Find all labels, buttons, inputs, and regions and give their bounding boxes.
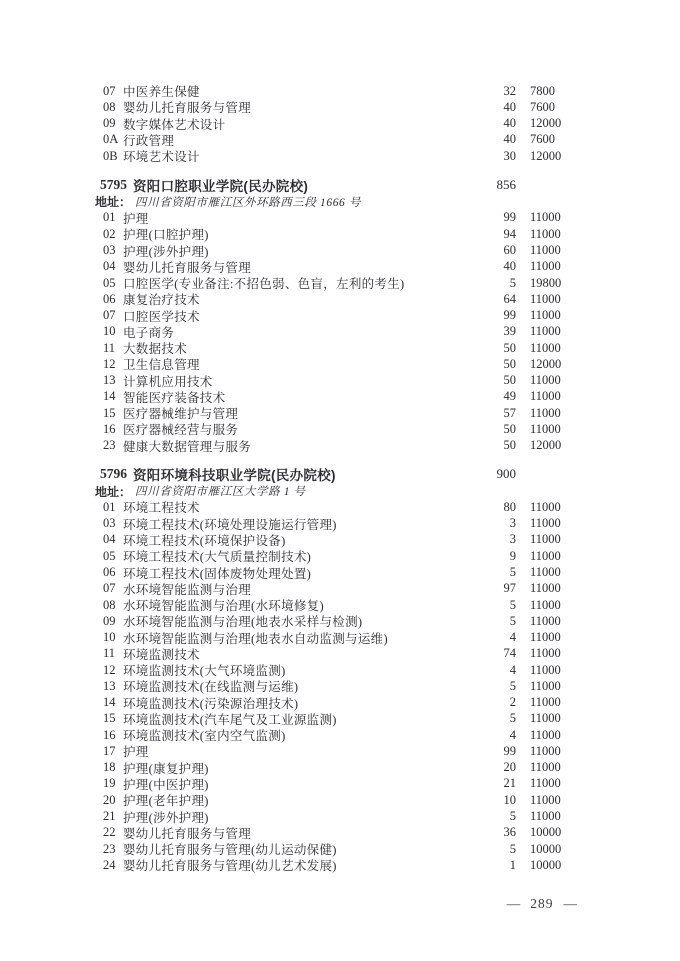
major-name: 护理 — [123, 211, 149, 226]
major-code: 09 — [103, 613, 116, 628]
major-name: 医疗器械经营与服务 — [123, 423, 239, 438]
tuition-fee: 11000 — [530, 291, 561, 306]
major-row — [95, 678, 575, 694]
major-code: 12 — [103, 662, 116, 677]
major-name: 婴幼儿托育服务与管理 — [123, 101, 252, 116]
major-row — [95, 548, 575, 564]
major-row — [95, 389, 575, 405]
major-code: 13 — [103, 373, 116, 388]
college-header — [95, 465, 575, 483]
major-name: 行政管理 — [123, 133, 175, 148]
major-name: 健康大数据管理与服务 — [123, 439, 252, 454]
major-code: 18 — [103, 760, 116, 775]
major-row — [95, 760, 575, 776]
college-code: 5795 — [100, 176, 127, 192]
plan-count: 40 — [503, 99, 516, 114]
major-name: 护理(涉外护理) — [123, 810, 209, 825]
plan-count: 4 — [509, 630, 516, 645]
tuition-fee: 11000 — [530, 695, 561, 710]
plan-count: 36 — [503, 825, 516, 840]
plan-count: 32 — [503, 83, 516, 98]
major-code: 06 — [103, 291, 116, 306]
plan-count: 40 — [503, 116, 516, 131]
tuition-fee: 12000 — [530, 148, 562, 163]
plan-count: 5 — [509, 565, 516, 579]
plan-count: 99 — [503, 308, 516, 323]
tuition-fee: 11000 — [530, 210, 561, 225]
plan-count: 80 — [503, 499, 516, 514]
tuition-fee: 11000 — [530, 597, 561, 612]
tuition-fee: 11000 — [530, 613, 561, 628]
tuition-fee: 11000 — [530, 499, 561, 514]
plan-count: 50 — [503, 340, 516, 355]
major-name: 婴幼儿托育服务与管理 — [123, 260, 252, 275]
major-code: 23 — [103, 841, 116, 856]
major-row — [95, 825, 575, 841]
plan-count: 57 — [503, 405, 516, 420]
plan-count: 2 — [509, 695, 516, 710]
tuition-fee: 11000 — [530, 792, 561, 807]
major-name: 环境艺术设计 — [123, 150, 200, 165]
tuition-fee: 11000 — [530, 727, 561, 742]
major-name: 口腔医学(专业备注:不招色弱、色盲，左利的考生) — [123, 277, 405, 292]
plan-count: 60 — [503, 242, 516, 257]
major-code: 13 — [103, 678, 116, 693]
major-row — [95, 727, 575, 743]
college-name: 资阳口腔职业学院(民办院校) — [133, 178, 309, 194]
tuition-fee: 11000 — [530, 565, 561, 579]
major-name: 水环境智能监测与治理(地表水采样与检测) — [123, 615, 363, 630]
tuition-fee: 12000 — [530, 356, 562, 371]
major-row — [95, 356, 575, 372]
major-code: 17 — [103, 743, 116, 758]
major-row — [95, 695, 575, 711]
major-name: 环境工程技术(环境保护设备) — [123, 533, 286, 548]
major-name: 护理(涉外护理) — [123, 244, 209, 259]
plan-count: 9 — [509, 548, 516, 563]
major-row — [95, 516, 575, 532]
tuition-fee: 11000 — [530, 242, 561, 257]
tuition-fee: 10000 — [530, 825, 562, 840]
major-name: 环境工程技术(环境处理设施运行管理) — [123, 517, 337, 532]
major-name: 环境监测技术(室内空气监测) — [123, 729, 286, 744]
college-header — [95, 176, 575, 194]
major-row — [95, 613, 575, 629]
tuition-fee: 11000 — [530, 743, 561, 758]
plan-count: 50 — [503, 438, 516, 453]
tuition-fee: 7600 — [530, 132, 555, 147]
major-row — [95, 564, 575, 580]
major-code: 15 — [103, 711, 116, 726]
major-row — [95, 662, 575, 678]
major-code: 22 — [103, 825, 116, 840]
major-row — [95, 581, 575, 597]
tuition-fee: 11000 — [530, 630, 561, 645]
major-name: 中医养生保健 — [123, 85, 200, 100]
major-name: 数字媒体艺术设计 — [123, 117, 226, 132]
tuition-fee: 12000 — [530, 116, 562, 131]
plan-count: 39 — [503, 324, 516, 339]
plan-count: 5 — [509, 711, 516, 726]
plan-count: 5 — [509, 841, 516, 856]
major-name: 婴幼儿托育服务与管理 — [123, 826, 252, 841]
tuition-fee: 11000 — [530, 662, 561, 677]
major-name: 环境工程技术(大气质量控制技术) — [123, 550, 312, 565]
major-code: 15 — [103, 405, 116, 420]
college-code: 5796 — [100, 466, 127, 482]
tuition-fee: 10000 — [530, 841, 562, 856]
plan-count: 21 — [503, 776, 516, 791]
major-row — [95, 711, 575, 727]
major-name: 卫生信息管理 — [123, 358, 200, 373]
major-name: 环境工程技术 — [123, 501, 200, 516]
major-row — [95, 340, 575, 356]
address-text: 四川省资阳市雁江区大学路 1 号 — [135, 486, 306, 499]
major-name: 计算机应用技术 — [123, 374, 213, 389]
tuition-fee: 7600 — [530, 99, 555, 114]
plan-count: 4 — [509, 662, 516, 677]
major-code: 03 — [103, 516, 116, 531]
major-name: 环境工程技术(固体废物处理处置) — [123, 566, 312, 581]
major-name: 环境监测技术(在线监测与运维) — [123, 680, 299, 695]
college-section — [95, 176, 575, 454]
major-code: 16 — [103, 727, 116, 742]
tuition-fee: 11000 — [530, 678, 561, 693]
college-name: 资阳环境科技职业学院(民办院校) — [133, 468, 336, 484]
major-code: 01 — [103, 499, 116, 514]
major-code: 03 — [103, 242, 116, 257]
plan-count: 5 — [509, 808, 516, 823]
tuition-fee: 11000 — [530, 308, 561, 323]
plan-count: 99 — [503, 743, 516, 758]
major-row — [95, 776, 575, 792]
major-row — [95, 743, 575, 759]
major-code: 01 — [103, 210, 116, 225]
major-code: 05 — [103, 275, 116, 290]
major-code: 06 — [103, 565, 116, 579]
plan-count: 50 — [503, 373, 516, 388]
page-footer — [0, 896, 577, 912]
tuition-fee: 11000 — [530, 226, 561, 241]
major-name: 电子商务 — [123, 325, 175, 340]
major-code: 14 — [103, 389, 116, 404]
major-name: 口腔医学技术 — [123, 309, 200, 324]
major-row — [95, 646, 575, 662]
major-row — [95, 421, 575, 437]
major-row — [95, 148, 575, 164]
plan-count: 20 — [503, 760, 516, 775]
major-code: 05 — [103, 548, 116, 563]
college-address — [95, 483, 575, 500]
major-name: 水环境智能监测与治理(水环境修复) — [123, 599, 324, 614]
tuition-fee: 11000 — [530, 548, 561, 563]
major-name: 婴幼儿托育服务与管理(幼儿运动保健) — [123, 843, 337, 858]
major-row — [95, 242, 575, 258]
tuition-fee: 11000 — [530, 581, 561, 596]
plan-count: 40 — [503, 132, 516, 147]
major-name: 水环境智能监测与治理 — [123, 582, 252, 597]
tuition-fee: 11000 — [530, 646, 561, 661]
major-name: 护理(康复护理) — [123, 761, 209, 776]
major-row — [95, 291, 575, 307]
major-row — [95, 792, 575, 808]
college-total-plan: 856 — [496, 176, 516, 192]
tuition-fee: 11000 — [530, 389, 561, 404]
major-code: 09 — [103, 116, 116, 131]
plan-count: 1 — [509, 857, 516, 872]
tuition-fee: 11000 — [530, 776, 561, 791]
major-code: 07 — [103, 83, 116, 98]
footer-dash-right: — — [563, 896, 577, 911]
tuition-fee: 11000 — [530, 711, 561, 726]
tuition-fee: 11000 — [530, 324, 561, 339]
plan-count: 5 — [509, 613, 516, 628]
college-address — [95, 193, 575, 210]
major-name: 环境监测技术(大气环境监测) — [123, 664, 286, 679]
major-row — [95, 841, 575, 857]
major-code: 12 — [103, 356, 116, 371]
college-section — [95, 465, 575, 873]
major-row — [95, 499, 575, 515]
footer-dash-left: — — [506, 896, 521, 911]
major-name: 护理(中医护理) — [123, 777, 209, 792]
major-code: 24 — [103, 857, 116, 872]
major-code: 16 — [103, 421, 116, 436]
major-code: 19 — [103, 776, 116, 791]
major-row — [95, 259, 575, 275]
major-code: 04 — [103, 532, 116, 547]
major-row — [95, 83, 575, 99]
major-code: 0B — [103, 148, 118, 163]
plan-count: 94 — [503, 226, 516, 241]
major-row — [95, 99, 575, 115]
college-total-plan: 900 — [496, 466, 516, 482]
major-name: 护理 — [123, 745, 149, 760]
tuition-fee: 11000 — [530, 373, 561, 388]
admissions-plan-list — [95, 83, 575, 873]
major-name: 康复治疗技术 — [123, 293, 200, 308]
major-code: 08 — [103, 597, 116, 612]
major-code: 14 — [103, 695, 116, 710]
tuition-fee: 11000 — [530, 532, 561, 547]
plan-count: 10 — [503, 792, 516, 807]
major-code: 0A — [103, 132, 119, 147]
tuition-fee: 7800 — [530, 83, 555, 98]
plan-count: 3 — [509, 516, 516, 531]
major-code: 10 — [103, 630, 116, 645]
plan-count: 5 — [509, 597, 516, 612]
major-name: 环境监测技术(污染源治理技术) — [123, 696, 299, 711]
tuition-fee: 12000 — [530, 438, 562, 453]
address-label: 地址： — [95, 484, 132, 499]
major-row — [95, 307, 575, 323]
tuition-fee: 11000 — [530, 421, 561, 436]
plan-count: 97 — [503, 581, 516, 596]
address-text: 四川省资阳市雁江区外环路西三段 1666 号 — [135, 196, 361, 209]
plan-count: 4 — [509, 727, 516, 742]
major-code: 21 — [103, 808, 116, 823]
major-code: 07 — [103, 308, 116, 323]
plan-count: 99 — [503, 210, 516, 225]
major-row — [95, 597, 575, 613]
continuation-section — [95, 83, 575, 164]
plan-count: 5 — [509, 275, 516, 290]
major-row — [95, 324, 575, 340]
major-code: 08 — [103, 99, 116, 114]
tuition-fee: 19800 — [530, 275, 562, 290]
major-name: 智能医疗装备技术 — [123, 390, 226, 405]
plan-count: 50 — [503, 356, 516, 371]
tuition-fee: 10000 — [530, 857, 562, 872]
address-label: 地址： — [95, 195, 132, 210]
major-name: 大数据技术 — [123, 342, 188, 357]
plan-count: 74 — [503, 646, 516, 661]
plan-count: 64 — [503, 291, 516, 306]
major-name: 环境监测技术(汽车尾气及工业源监测) — [123, 712, 337, 727]
major-code: 02 — [103, 226, 116, 241]
major-code: 11 — [103, 340, 116, 355]
major-code: 11 — [103, 646, 116, 661]
major-code: 20 — [103, 792, 116, 807]
page-number: 289 — [530, 896, 554, 911]
major-code: 07 — [103, 581, 116, 596]
plan-count: 5 — [509, 678, 516, 693]
tuition-fee: 11000 — [530, 808, 561, 823]
major-row — [95, 116, 575, 132]
plan-count: 49 — [503, 389, 516, 404]
major-row — [95, 275, 575, 291]
major-name: 环境监测技术 — [123, 647, 200, 662]
major-row — [95, 226, 575, 242]
tuition-fee: 11000 — [530, 760, 561, 775]
major-row — [95, 210, 575, 226]
major-row — [95, 857, 575, 873]
major-name: 水环境智能监测与治理(地表水自动监测与运维) — [123, 631, 388, 646]
plan-count: 30 — [503, 148, 516, 163]
major-name: 医疗器械维护与管理 — [123, 407, 239, 422]
major-code: 23 — [103, 438, 116, 453]
plan-count: 3 — [509, 532, 516, 547]
tuition-fee: 11000 — [530, 405, 561, 420]
major-name: 护理(老年护理) — [123, 794, 209, 809]
major-code: 10 — [103, 324, 116, 339]
major-code: 04 — [103, 259, 116, 274]
major-name: 婴幼儿托育服务与管理(幼儿艺术发展) — [123, 859, 337, 874]
tuition-fee: 11000 — [530, 259, 561, 274]
major-row — [95, 405, 575, 421]
plan-count: 40 — [503, 259, 516, 274]
tuition-fee: 11000 — [530, 516, 561, 531]
major-row — [95, 808, 575, 824]
plan-count: 50 — [503, 421, 516, 436]
major-name: 护理(口腔护理) — [123, 228, 209, 243]
major-row — [95, 372, 575, 388]
major-row — [95, 438, 575, 454]
major-row — [95, 532, 575, 548]
major-row — [95, 132, 575, 148]
tuition-fee: 11000 — [530, 340, 561, 355]
major-row — [95, 629, 575, 645]
